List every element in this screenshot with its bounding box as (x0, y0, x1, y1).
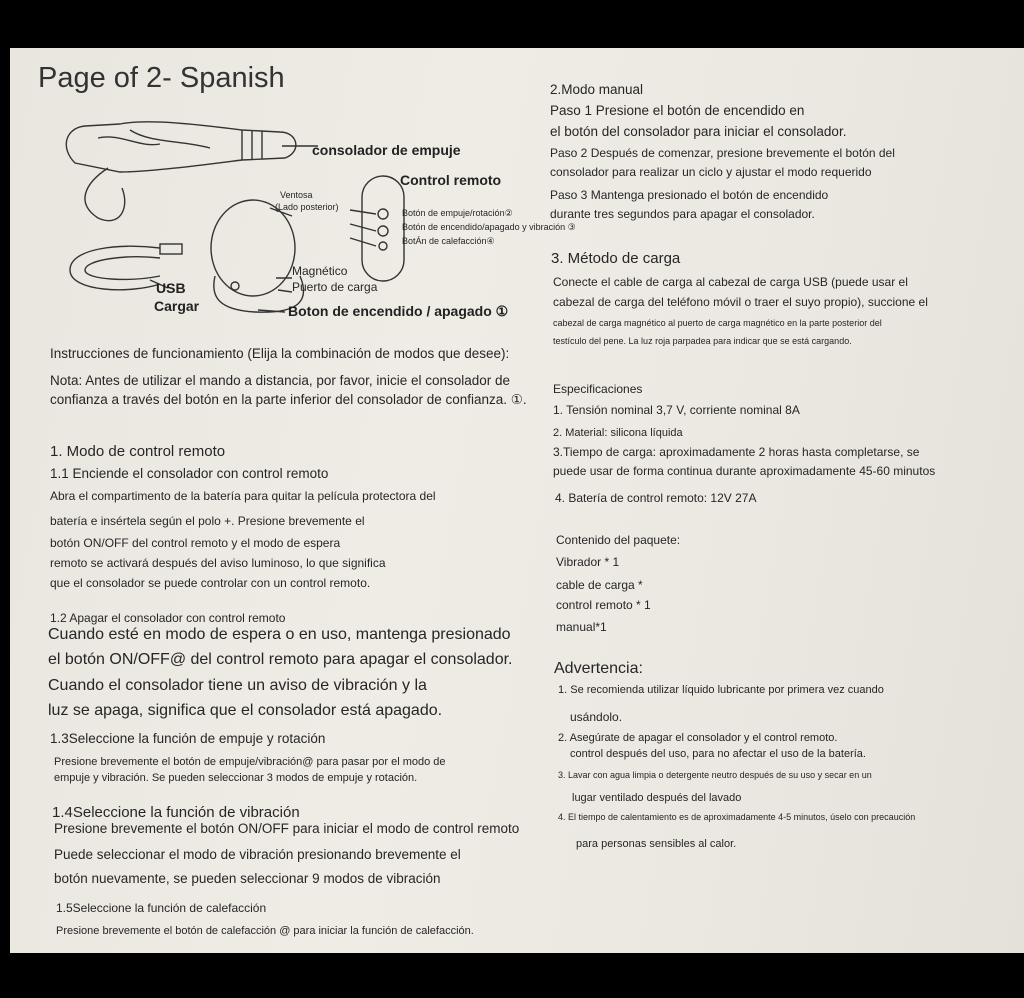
text-line: Abra el compartimento de la batería para quitar la película protectora del (50, 489, 436, 503)
section-1-4-title: 1.4Seleccione la función de vibración (52, 804, 300, 821)
label-thrust-dildo: consolador de empuje (312, 142, 461, 158)
text-line: Cuando el consolador tiene un aviso de vibración y la (48, 677, 427, 694)
text-line: botón ON/OFF del control remoto y el modo de espera (50, 536, 341, 550)
text-line: Conecte el cable de carga al cabezal de carga USB (puede usar el (553, 275, 908, 289)
label-charge-port: Puerto de carga (292, 280, 378, 294)
label-vibration-button: Botón de encendido/apagado y vibración ③ (402, 222, 576, 232)
package-contents-title: Contenido del paquete: (556, 533, 681, 547)
label-charge: Cargar (154, 298, 200, 314)
text-line: que el consolador se puede controlar con un control remoto. (50, 576, 371, 590)
section-remote-mode: 1. Modo de control remoto (50, 443, 226, 460)
section-1-1-title: 1.1 Enciende el consolador con control remoto (50, 466, 329, 481)
package-item: cable de carga * (556, 578, 643, 592)
label-heat-button: BotÁn de calefacción④ (402, 236, 495, 246)
section-charging: 3. Método de carga (551, 250, 681, 267)
text-line: Paso 2 Después de comenzar, presione brevemente el botón del (550, 146, 895, 160)
warning-line: control después del uso, para no afectar el uso de la batería. (570, 748, 866, 760)
label-suction-back: (Lado posterior) (275, 202, 339, 212)
text-line: Paso 1 Presione el botón de encendido en (550, 103, 805, 118)
spec-line: 1. Tensión nominal 3,7 V, corriente nominal 8A (553, 403, 800, 417)
text-line: batería e insértela según el polo +. Presione brevemente el (50, 514, 365, 528)
text-line: empuje y vibración. Se pueden seleccionar 3 modos de empuje y rotación. (54, 772, 418, 784)
text-line: el botón del consolador para iniciar el consolador. (550, 124, 847, 139)
specifications-title: Especificaciones (553, 382, 643, 396)
package-item: control remoto * 1 (556, 598, 651, 612)
label-thrust-button: Botón de empuje/rotación② (402, 208, 513, 218)
warning-line: 1. Se recomienda utilizar líquido lubricante por primera vez cuando (558, 684, 884, 696)
text-line: consolador para realizar un ciclo y ajustar el modo requerido (550, 165, 872, 179)
text-line: cabezal de carga del teléfono móvil o traer el suyo propio), succione el (553, 295, 928, 309)
spec-line: 4. Batería de control remoto: 12V 27A (555, 491, 757, 505)
text-line: testículo del pene. La luz roja parpadea para indicar que se está cargando. (553, 336, 852, 346)
text-line: botón nuevamente, se pueden seleccionar 9 modos de vibración (54, 871, 441, 886)
label-usb: USB (156, 280, 186, 296)
warning-line: 2. Asegúrate de apagar el consolador y el control remoto. (558, 732, 838, 744)
spec-line: puede usar de forma continua durante aproximadamente 45-60 minutos (553, 464, 936, 478)
instruction-sheet (10, 48, 1024, 953)
page-title: Page of 2- Spanish (38, 62, 285, 94)
package-item: Vibrador * 1 (556, 555, 620, 569)
label-magnetic: Magnético (292, 264, 348, 278)
section-1-3-title: 1.3Seleccione la función de empuje y rotación (50, 731, 326, 746)
text-line: Presione brevemente el botón de empuje/vibración@ para pasar por el modo de (54, 756, 446, 768)
text-line: Cuando esté en modo de espera o en uso, mantenga presionado (48, 626, 511, 643)
label-power-button: Boton de encendido / apagado ① (288, 303, 509, 319)
section-1-5-title: 1.5Seleccione la función de calefacción (56, 901, 267, 915)
text-line: Presione brevemente el botón ON/OFF para iniciar el modo de control remoto (54, 821, 520, 836)
text-line: luz se apaga, significa que el consolador está apagado. (48, 702, 443, 719)
spec-line: 3.Tiempo de carga: aproximadamente 2 horas hasta completarse, se (553, 445, 920, 459)
text-line: Paso 3 Mantenga presionado el botón de encendido (550, 188, 829, 202)
label-remote-control: Control remoto (400, 172, 502, 188)
section-manual-mode: 2.Modo manual (550, 82, 644, 97)
text-line: Puede seleccionar el modo de vibración presionando brevemente el (54, 847, 461, 862)
warning-line: para personas sensibles al calor. (576, 838, 737, 850)
note-line: Nota: Antes de utilizar el mando a distancia, por favor, inicie el consolador de (50, 373, 511, 388)
text-line: durante tres segundos para apagar el consolador. (550, 207, 815, 221)
note-line: confianza a través del botón en la parte inferior del consolador de confianza. ①. (50, 392, 527, 407)
operating-instructions: Instrucciones de funcionamiento (Elija la combinación de modos que desee): (50, 346, 510, 361)
section-1-2-title: 1.2 Apagar el consolador con control remoto (50, 611, 286, 625)
text-line: Presione brevemente el botón de calefacción @ para iniciar la función de calefacción. (56, 925, 474, 937)
text-line: el botón ON/OFF@ del control remoto para apagar el consolador. (48, 651, 513, 668)
text-line: remoto se activará después del aviso luminoso, lo que significa (50, 556, 386, 570)
spec-line: 2. Material: silicona líquida (553, 427, 683, 439)
warning-title: Advertencia: (554, 660, 643, 677)
text-line: cabezal de carga magnético al puerto de carga magnético en la parte posterior del (553, 318, 882, 328)
warning-line: usándolo. (570, 710, 623, 724)
warning-line: 4. El tiempo de calentamiento es de aproximadamente 4-5 minutos, úselo con precaución (558, 812, 916, 822)
warning-line: 3. Lavar con agua limpia o detergente neutro después de su uso y secar en un (558, 770, 872, 780)
warning-line: lugar ventilado después del lavado (572, 792, 742, 804)
package-item: manual*1 (556, 620, 607, 634)
label-suction: Ventosa (280, 190, 313, 200)
